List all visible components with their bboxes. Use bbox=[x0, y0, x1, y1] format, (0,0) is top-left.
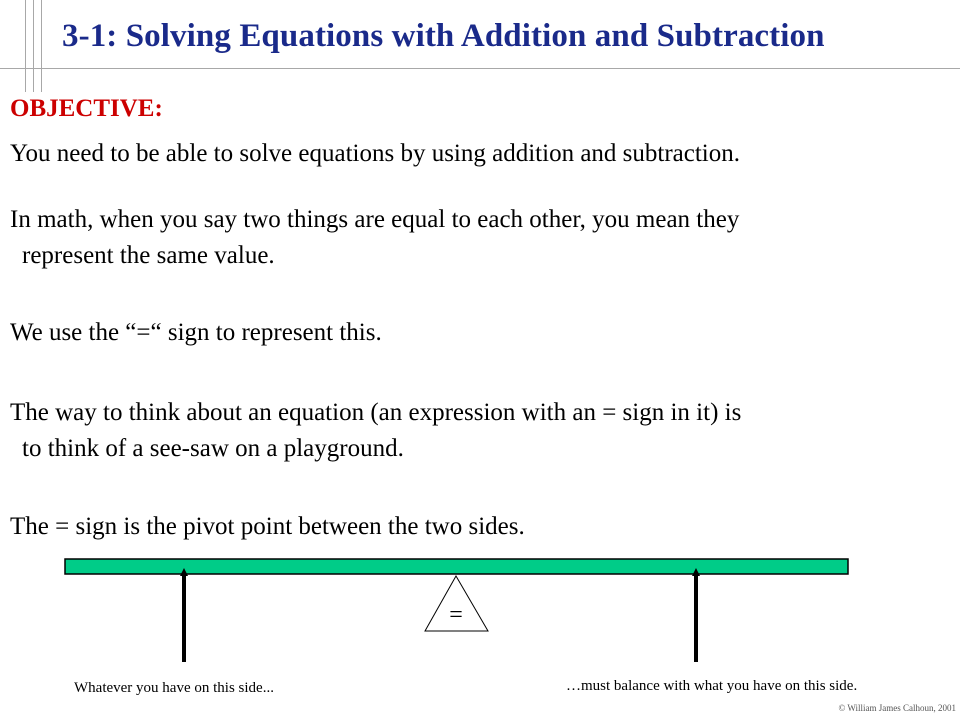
paragraph-equal-sign: We use the “=“ sign to represent this. bbox=[10, 319, 382, 346]
see-saw-board bbox=[65, 559, 848, 574]
right-side-caption: …must balance with what you have on this side. bbox=[566, 678, 858, 694]
copyright-notice: © William James Calhoun, 2001 bbox=[838, 703, 956, 713]
left-side-caption: Whatever you have on this side... bbox=[74, 680, 274, 696]
pivot-equal-sign: = bbox=[449, 602, 463, 628]
slide-title: 3-1: Solving Equations with Addition and Subtraction bbox=[62, 18, 825, 54]
objective-label: OBJECTIVE: bbox=[10, 95, 163, 122]
objective-text: You need to be able to solve equations by using addition and subtraction. bbox=[10, 140, 740, 167]
paragraph-line: to think of a see-saw on a playground. bbox=[22, 435, 404, 462]
paragraph-line: In math, when you say two things are equal to each other, you mean they bbox=[10, 206, 740, 233]
paragraph-line: represent the same value. bbox=[22, 242, 275, 269]
paragraph-line: The way to think about an equation (an expression with an = sign in it) is bbox=[10, 399, 742, 426]
paragraph-pivot: The = sign is the pivot point between the two sides. bbox=[10, 513, 525, 540]
